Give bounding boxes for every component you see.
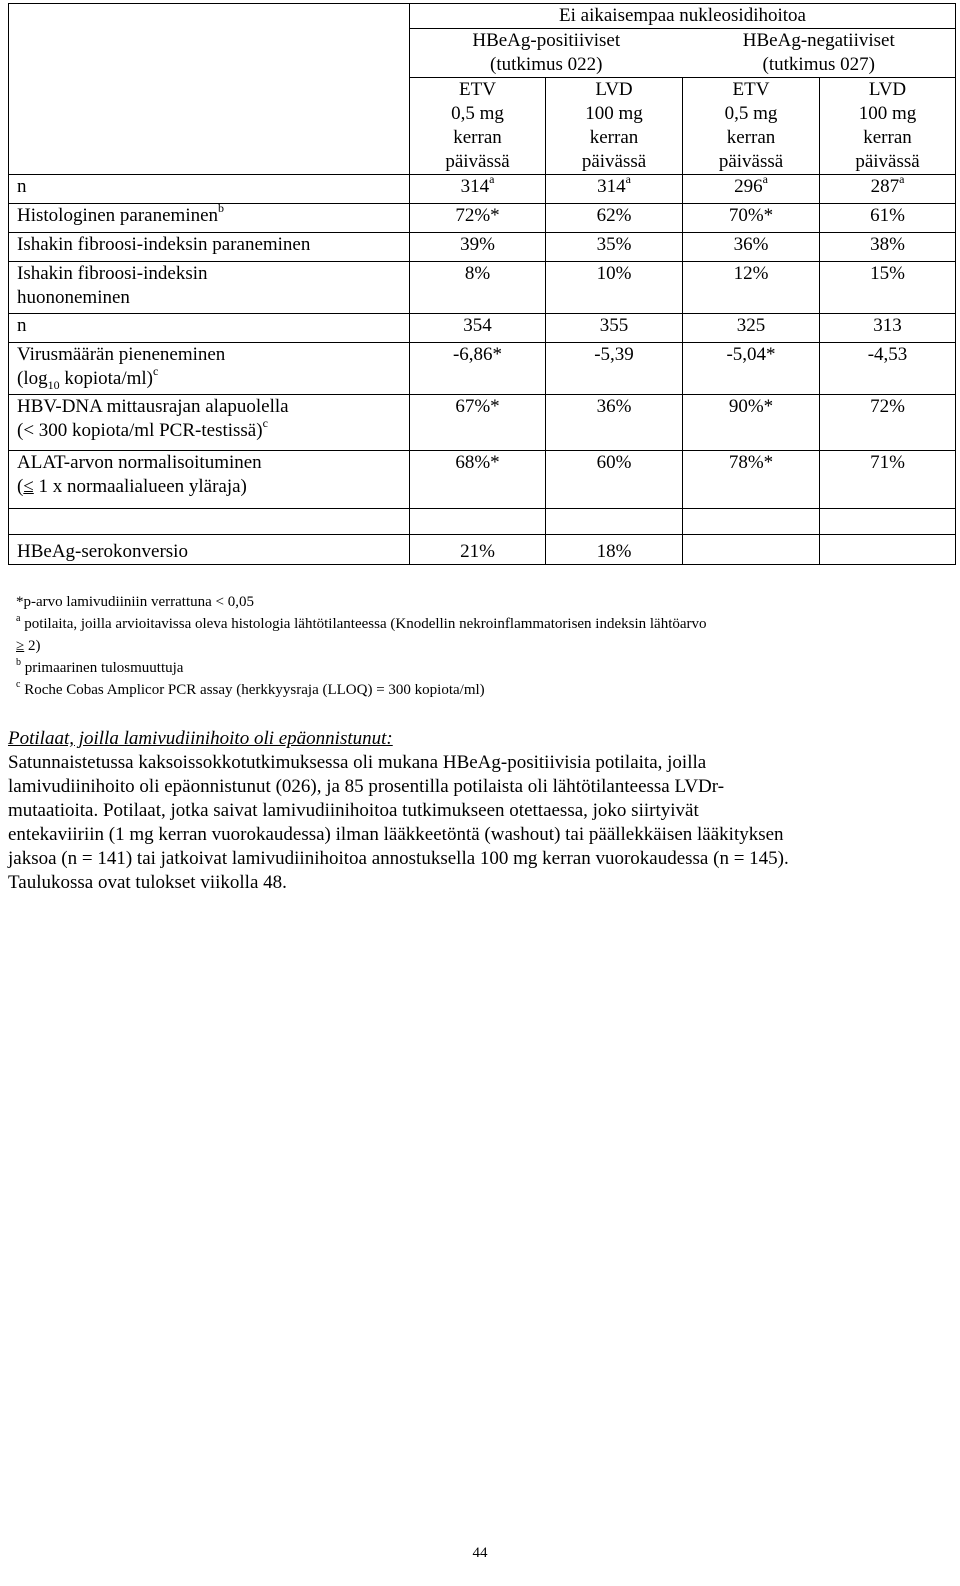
col-head-dose: 0,5 mg (451, 103, 504, 124)
section-title: Potilaat, joilla lamivudiinihoito oli epäonnistunut: (8, 728, 393, 749)
label-subscript: 10 (47, 377, 60, 392)
footnote-text: potilaita, joilla arvioitavissa oleva histologia lähtötilanteessa (Knodellin nekroinflammatorisen indeksin lähtöarvo (20, 616, 707, 632)
table-row (9, 343, 956, 395)
row-label (9, 262, 410, 314)
cell-superscript: a (762, 171, 768, 186)
col-head-freq2: päivässä (855, 151, 920, 172)
table-cell: 36% (683, 233, 820, 262)
table-cell: -6,86* (410, 343, 546, 395)
table-cell: 39% (410, 233, 546, 262)
table-row (9, 451, 956, 509)
table-cell: 325 (683, 314, 820, 343)
group-header: Ei aikaisempaa nukleosidihoitoa (410, 4, 956, 29)
footnote-mark: a (16, 613, 21, 624)
col-head-drug: LVD (868, 79, 907, 100)
table-cell: 12% (683, 262, 820, 314)
row-label-line1: Virusmäärän pieneneminen (17, 344, 226, 365)
col-head-4 (820, 78, 956, 175)
label-symbol: ≤ (23, 476, 34, 497)
footnote-symbol: ≥ (16, 638, 25, 654)
table-cell: 67%* (410, 395, 546, 451)
row-label (9, 343, 410, 395)
header-empty-cell (9, 4, 410, 175)
table-cell: 15% (820, 262, 956, 314)
cell-value: 314 (597, 176, 626, 197)
body-line: mutaatioita. Potilaat, jotka saivat lamivudiinihoitoa tutkimukseen otettaessa, joko siirtyivät (8, 800, 699, 821)
table-cell-empty (683, 535, 820, 565)
body-line: Taulukossa ovat tulokset viikolla 48. (8, 872, 287, 893)
table-cell: 36% (546, 395, 683, 451)
table-row (9, 175, 956, 204)
cell-value: 296 (734, 176, 763, 197)
table-cell: 18% (546, 535, 683, 565)
table-cell (683, 171, 820, 204)
subgroup-header-negative (683, 29, 956, 78)
table-cell: 70%* (683, 204, 820, 233)
table-cell (546, 171, 683, 204)
footnote-a-cont (16, 635, 946, 657)
col-head-dose: 100 mg (585, 103, 643, 124)
table-cell: 68%* (410, 451, 546, 509)
row-label-line1: Ishakin fibroosi-indeksin (17, 263, 208, 284)
body-line: jaksoa (n = 141) tai jatkoivat lamivudiinihoitoa annostuksella 100 mg kerran vuorokaudessa (n = 145). (8, 848, 789, 869)
cell-value: 287 (870, 176, 900, 197)
label-superscript: c (153, 363, 159, 378)
row-label: n (9, 314, 410, 343)
table-cell: 72%* (410, 204, 546, 233)
row-label-text: Histologinen paraneminen (17, 205, 219, 226)
page-number: 44 (472, 1545, 488, 1561)
spacer-row (9, 509, 956, 535)
col-head-drug: ETV (459, 79, 496, 100)
body-line: Satunnaistetussa kaksoissokkotutkimuksessa oli mukana HBeAg-positiivisia potilaita, joilla (8, 752, 707, 773)
table-cell: 35% (546, 233, 683, 262)
col-head-freq1: kerran (863, 127, 912, 148)
footnote-b (16, 657, 946, 679)
row-label (9, 200, 410, 233)
row-label: Ishakin fibroosi-indeksin paraneminen (9, 233, 410, 262)
col-head-dose: 0,5 mg (724, 103, 778, 124)
row-label-line1: ALAT-arvon normalisoituminen (17, 452, 262, 473)
col-head-drug: ETV (732, 79, 770, 100)
col-head-3 (683, 78, 820, 175)
row-label-line2 (17, 475, 401, 499)
body-line: entekaviiriin (1 mg kerran vuorokaudessa) ilman lääkkeetöntä (washout) tai päällekkäisen lääkityksen (8, 824, 784, 845)
label-part: ( (17, 476, 24, 497)
table-cell: -4,53 (820, 343, 956, 395)
table-cell: 60% (546, 451, 683, 509)
footnote-a (16, 613, 946, 635)
subgroup-neg-label: HBeAg-negatiiviset (742, 30, 895, 51)
footnote-text: 2) (24, 638, 41, 654)
col-head-freq2: päivässä (581, 151, 647, 172)
table-cell: 72% (820, 395, 956, 451)
label-part: 1 x normaalialueen yläraja) (33, 476, 247, 497)
table-cell (820, 171, 956, 204)
footnote-mark: b (16, 657, 21, 668)
col-head-freq1: kerran (726, 127, 776, 148)
spacer-cell (9, 509, 410, 535)
table-cell: 8% (410, 262, 546, 314)
spacer-cell (820, 509, 956, 535)
cell-superscript: a (899, 171, 905, 186)
table-cell: 38% (820, 233, 956, 262)
subgroup-header-positive (410, 29, 683, 78)
col-head-1 (410, 78, 546, 175)
label-part: kopiota/ml) (59, 368, 154, 389)
row-label (9, 451, 410, 509)
col-head-freq1: kerran (453, 127, 502, 148)
row-label-line2 (17, 363, 401, 392)
table-cell: 355 (546, 314, 683, 343)
row-label-line2: huononeminen (17, 287, 130, 308)
footnotes (16, 591, 946, 701)
table-cell: 90%* (683, 395, 820, 451)
col-head-2 (546, 78, 683, 175)
table-cell: 10% (546, 262, 683, 314)
body-section (8, 727, 953, 895)
label-superscript: b (218, 200, 225, 215)
row-label: n (9, 175, 410, 204)
footnote-c (16, 679, 946, 701)
cell-superscript: a (489, 171, 495, 186)
col-head-dose: 100 mg (858, 103, 917, 124)
table-row (9, 262, 956, 314)
spacer-cell (410, 509, 546, 535)
col-head-freq2: päivässä (445, 151, 510, 172)
table-cell: 21% (410, 535, 546, 565)
spacer-cell (546, 509, 683, 535)
table-cell: 313 (820, 314, 956, 343)
footnote-mark: c (16, 679, 21, 690)
table-cell: -5,39 (546, 343, 683, 395)
label-part: (< 300 kopiota/ml PCR-testissä) (17, 420, 263, 441)
col-head-drug: LVD (595, 79, 633, 100)
row-label: HBeAg-serokonversio (9, 535, 410, 565)
label-superscript: c (262, 415, 268, 430)
subgroup-pos-study: (tutkimus 022) (490, 54, 603, 75)
table-row (9, 314, 956, 343)
table-row (9, 535, 956, 565)
cell-value: 314 (460, 176, 490, 197)
cell-superscript: a (625, 171, 631, 186)
table-row (9, 395, 956, 451)
table-row (9, 204, 956, 233)
table-cell: 354 (410, 314, 546, 343)
col-head-freq1: kerran (589, 127, 639, 148)
table-header-row-1 (9, 4, 956, 29)
spacer-cell (683, 509, 820, 535)
subgroup-neg-study: (tutkimus 027) (762, 54, 875, 75)
table-cell: -5,04* (683, 343, 820, 395)
footnote-star: *p-arvo lamivudiiniin verrattuna < 0,05 (16, 594, 254, 610)
label-part: (log (17, 368, 48, 389)
table-row (9, 233, 956, 262)
footnote-text: primaarinen tulosmuuttuja (21, 660, 184, 676)
table-cell-empty (820, 535, 956, 565)
table-cell: 62% (546, 204, 683, 233)
table-cell: 78%* (683, 451, 820, 509)
subgroup-pos-label: HBeAg-positiiviset (472, 30, 621, 51)
body-line: lamivudiinihoito oli epäonnistunut (026), ja 85 prosentilla potilaista oli lähtötilanteessa LVDr- (8, 776, 725, 797)
row-label-line2 (17, 415, 401, 443)
row-label (9, 395, 410, 451)
results-table (8, 3, 956, 565)
row-label-line1: HBV-DNA mittausrajan alapuolella (17, 396, 289, 417)
footnote-text: Roche Cobas Amplicor PCR assay (herkkyysraja (LLOQ) = 300 kopiota/ml) (20, 682, 485, 698)
table-cell: 71% (820, 451, 956, 509)
col-head-freq2: päivässä (718, 151, 784, 172)
table-cell: 61% (820, 204, 956, 233)
table-cell (410, 171, 546, 204)
